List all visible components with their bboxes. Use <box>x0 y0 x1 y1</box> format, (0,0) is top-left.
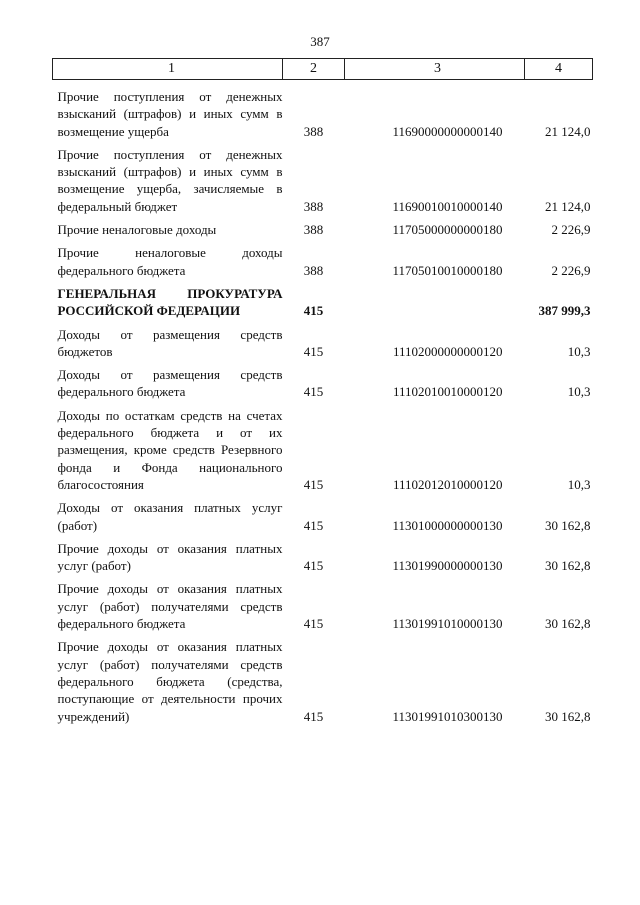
revenue-code-cell: 11301000000000130 <box>392 517 503 533</box>
admin-code-cell: 388 <box>303 123 324 139</box>
table-row <box>53 323 593 364</box>
revenue-code-cell: 11705010010000180 <box>392 262 503 278</box>
column-header-1: 1 <box>53 59 283 80</box>
admin-code-cell: 388 <box>303 262 324 278</box>
amount-cell: 30 162,8 <box>545 708 591 724</box>
revenue-code-cell: 11690000000000140 <box>392 123 503 139</box>
budget-table <box>52 58 593 728</box>
amount-cell: 10,3 <box>567 384 591 400</box>
name-cell: Прочие доходы от оказания платных услуг (работ) <box>57 540 283 574</box>
name-cell: Прочие доходы от оказания платных услуг (работ) получателями средств федерального бюджета (средства, поступающие от деятельности прочих учреждений) <box>57 639 283 724</box>
admin-code-cell: 415 <box>303 476 324 492</box>
column-header-2: 2 <box>283 59 345 80</box>
table-row <box>53 363 593 404</box>
revenue-code-cell: 11301991010000130 <box>392 616 503 632</box>
admin-code-cell: 415 <box>303 708 324 724</box>
table-header-row <box>53 59 593 80</box>
admin-code-cell: 415 <box>303 384 324 400</box>
admin-code-cell: 415 <box>303 558 324 574</box>
table-row-section-heading <box>53 282 593 323</box>
table-row <box>53 241 593 282</box>
revenue-code-cell: 11102010010000120 <box>392 384 503 400</box>
amount-cell: 10,3 <box>567 476 591 492</box>
table-row <box>53 218 593 241</box>
amount-cell: 387 999,3 <box>538 303 591 319</box>
amount-cell: 21 124,0 <box>545 123 591 139</box>
name-cell: Доходы от размещения средств бюджетов <box>57 326 283 359</box>
amount-cell: 10,3 <box>567 343 591 359</box>
amount-cell: 2 226,9 <box>551 262 591 278</box>
revenue-code-cell: 11301990000000130 <box>392 558 503 574</box>
page-number: 387 <box>310 34 330 49</box>
name-cell: Прочие поступления от денежных взысканий (штрафов) и иных сумм в возмещение ущерба, зачисляемые в федеральный бюджет <box>57 146 283 214</box>
revenue-code-cell: 11690010010000140 <box>392 198 503 214</box>
table-row <box>53 577 593 635</box>
name-cell: Доходы от размещения средств федерального бюджета <box>57 367 283 400</box>
amount-cell: 30 162,8 <box>545 558 591 574</box>
amount-cell: 2 226,9 <box>551 222 591 238</box>
admin-code-cell: 415 <box>303 517 324 533</box>
name-cell: ГЕНЕРАЛЬНАЯ ПРОКУРАТУРА РОССИЙСКОЙ ФЕДЕРАЦИИ <box>57 285 283 319</box>
table-row <box>53 537 593 578</box>
admin-code-cell: 415 <box>303 303 324 319</box>
revenue-code-cell <box>345 282 525 323</box>
amount-cell: 21 124,0 <box>545 198 591 214</box>
table-row <box>53 635 593 727</box>
name-cell: Прочие поступления от денежных взысканий (штрафов) и иных сумм в возмещение ущерба <box>57 89 283 139</box>
revenue-code-cell: 11102000000000120 <box>392 343 503 359</box>
revenue-code-cell: 11102012010000120 <box>392 476 503 492</box>
admin-code-cell: 415 <box>303 343 324 359</box>
revenue-code-cell: 11301991010300130 <box>392 708 503 724</box>
table-row <box>53 143 593 218</box>
name-cell: Прочие доходы от оказания платных услуг (работ) получателями средств федерального бюджета <box>57 581 283 632</box>
name-cell: Доходы по остаткам средств на счетах федерального бюджета и от их размещения, кроме средств Резервного фонда и Фонда национального благосостояния <box>57 407 283 492</box>
admin-code-cell: 388 <box>303 198 324 214</box>
table-row <box>53 404 593 496</box>
admin-code-cell: 388 <box>303 222 324 238</box>
table-row <box>53 85 593 143</box>
name-cell: Доходы от оказания платных услуг (работ) <box>57 500 283 533</box>
amount-cell: 30 162,8 <box>545 517 591 533</box>
table-row <box>53 496 593 537</box>
table-body <box>53 80 593 728</box>
amount-cell: 30 162,8 <box>545 616 591 632</box>
column-header-3: 3 <box>345 59 525 80</box>
name-cell: Прочие неналоговые доходы <box>57 222 217 238</box>
column-header-4: 4 <box>525 59 593 80</box>
revenue-code-cell: 11705000000000180 <box>392 222 503 238</box>
name-cell: Прочие неналоговые доходы федерального бюджета <box>57 245 283 278</box>
admin-code-cell: 415 <box>303 616 324 632</box>
